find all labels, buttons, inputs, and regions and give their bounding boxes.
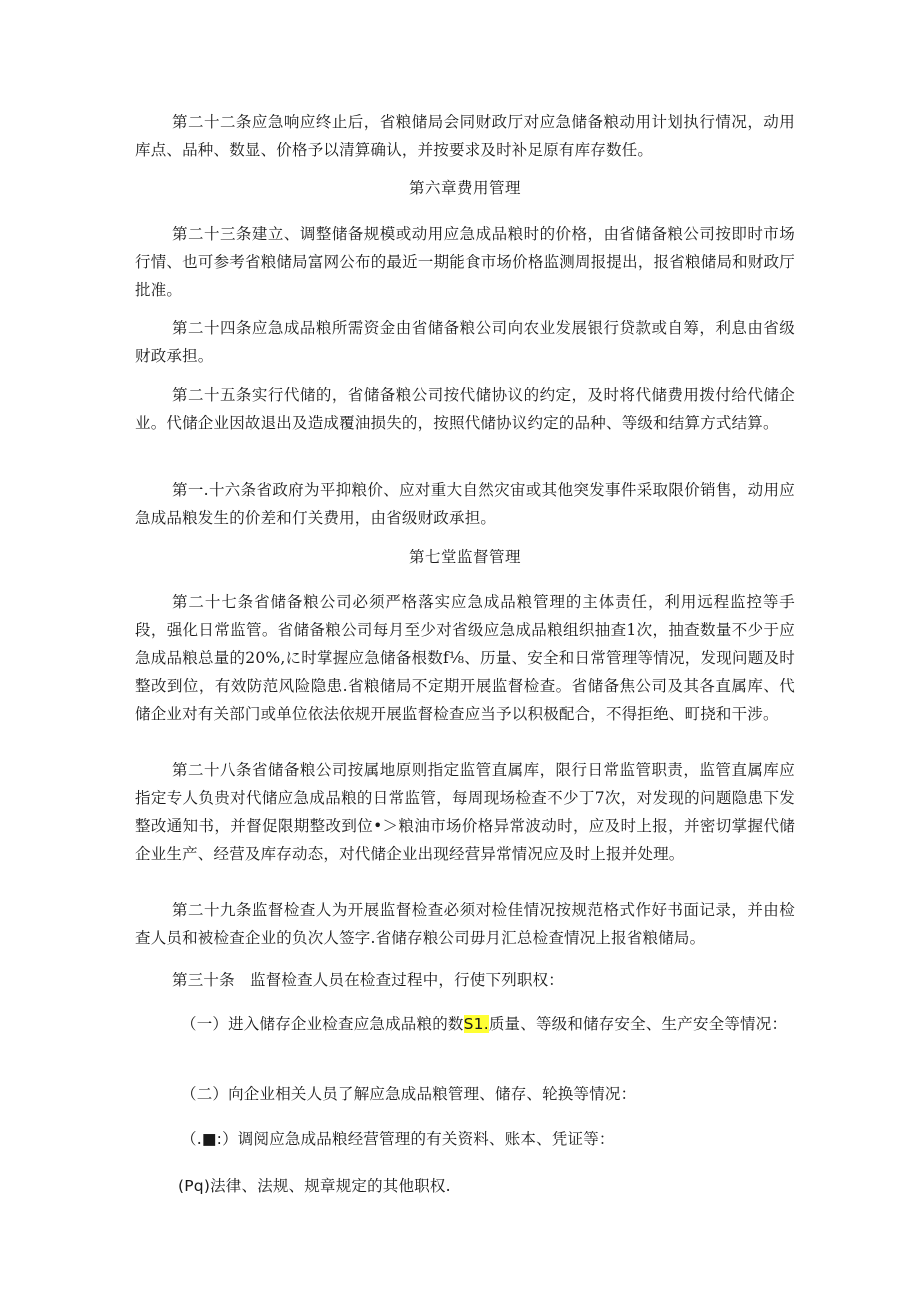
- item-3-text-b: ）调阅应急成品粮经营管理的有关资料、账本、凭证等：: [222, 1130, 615, 1148]
- article-27: 第二十七条省储备粮公司必须严格落实应急成品粮管理的主体责任，利用远程监控等手段，强化日常监管。省储备粮公司每月至少对省级应急成品粮组织抽查1次，抽查数量不少于应急成品粮总量的20%,に时掌握应急储备根数f⅛、历量、安全和日常管理等情况，发现问题及时整改到位，有效防范风险隐患.省粮储局不定期开展监督检查。省储备焦公司及其各直属库、代储企业对有关部门或单位依法依规开展监督检查应当予以积极配合，不得拒绝、町挠和干涉。: [135, 593, 795, 723]
- item-1-text-a: （一）进入储存企业检查应急成品粮的数: [181, 1015, 464, 1033]
- item-4-text: 法律、法规、规章规定的其他职权.: [210, 1177, 451, 1195]
- item-3-text-a: （.: [181, 1130, 202, 1148]
- chapter-6-heading: 第六章费用管理: [408, 179, 521, 197]
- article-25: 第二十五条实行代储的，省储备粮公司按代储协议的约定，及时将代储费用拨付给代储企业。代储企业因故退出及造成覆油损失的，按照代储协议约定的品种、等级和结算方式结算。: [135, 386, 795, 432]
- article-30-item-4: [135, 1172, 795, 1200]
- item-1-text-b: 质量、等级和储存安全、生产安全等情况：: [488, 1015, 788, 1033]
- article-30: [172, 966, 564, 994]
- article-23: 第二十三条建立、调整储备规模或动用应急成品粮时的价格，由省储备粮公司按即时市场行情、也可参考省粮储局富网公布的最近一期能食市场价格监测周报提出，报省粮储局和财政厅批准。: [135, 225, 795, 299]
- item-1-highlight: S1.: [463, 1015, 489, 1033]
- article-30-item-2: （二）向企业相关人员了解应急成品粮管理、储存、轮换等情况：: [181, 1085, 637, 1103]
- article-22: 第二十二条应急响应终止后，省粮储局会同财政厅对应急储备粮动用计划执行情况，动用库点、品种、数显、价格予以清算确认，并按要求及时补足原有库存数任。: [135, 113, 795, 159]
- article-26: 第一.十六条省政府为平抑粮价、应对重大自然灾宙或其他突发事件采取限价销售，动用应急成品粮发生的价差和仃关费用，由省级财政承担。: [135, 481, 795, 527]
- article-28: 第二十八条省储备粮公司按属地原则指定监管直属库，限行日常监管职责，监管直属库应指定专人负贵对代储应急成品粮的日常监管，每周现场检查不少丁7次，对发现的问题隐患下发整改通知书，并督促限期整改到位•＞粮油市场价格异常波动时，应及时上报，并密切掌握代储企业生产、经营及库存动态，对代储企业出现经营异常情况应及时上报并处理。: [135, 761, 795, 863]
- chapter-7-heading: 第七堂监督管理: [408, 548, 521, 566]
- article-29: 第二十九条监督检查人为开展监督检查必须对检佳情况按规范格式作好书面记录，并由检查人员和被检查企业的负次人签字.省储存粮公司毋月汇总检查情况上报省粮储局。: [135, 901, 795, 947]
- item-4-number: (Pq): [178, 1177, 211, 1195]
- article-30-item-1: [135, 1010, 795, 1038]
- article-30-number: 第三十条: [172, 971, 235, 989]
- article-30-text: 监督检查人员在检查过程中，行使下列职权：: [250, 971, 565, 989]
- item-3-mark: ■:: [201, 1130, 223, 1148]
- article-30-item-3: [135, 1125, 795, 1153]
- article-24: 第二十四条应急成品粮所需资金由省储备粮公司向农业发展银行贷款或自筹，利息由省级财政承担。: [135, 319, 795, 365]
